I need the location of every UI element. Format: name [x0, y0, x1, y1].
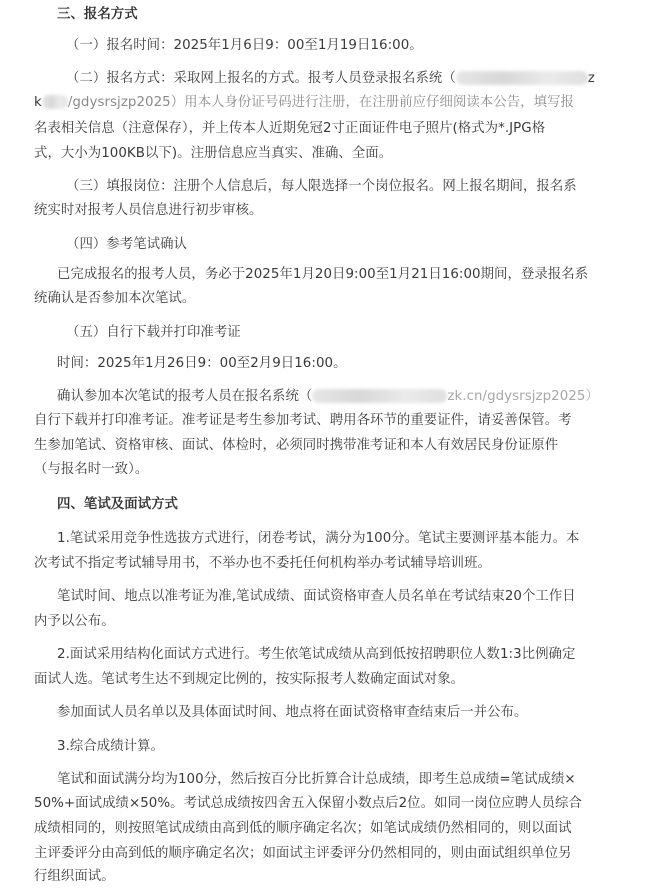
section-heading-exam-methods: 四、笔试及面试方式: [57, 497, 178, 512]
paragraph-ticket-line-1: [57, 386, 599, 408]
paragraph-interview-line-1: 2.面试采用结构化面试方式进行。考生依笔试成绩从高到低按招聘职位人数1:3比例确定: [57, 647, 576, 662]
paragraph-confirmation-line-2: 统确认是否参加本次笔试。: [34, 291, 196, 306]
paragraph-score-line-2: 50%+面试成绩×50%。考试总成绩按四舍五入保留小数点后2位。如同一岗位应聘人员综合: [34, 796, 582, 811]
redacted-url-blur: [312, 389, 447, 403]
paragraph-registration-method-line-1: [66, 68, 595, 90]
paragraph-registration-time: （一）报名时间：2025年1月6日9：00至1月19日16:00。: [66, 38, 423, 53]
paragraph-registration-method-line-3: 名表相关信息（注意保存），并上传本人近期免冠2寸正面证件电子照片(格式为*.JPG格: [34, 121, 546, 136]
text-segment: z: [587, 71, 595, 86]
paragraph-score-line-1: 笔试和面试满分均为100分，然后按百分比折算合计总成绩，即考生总成绩=笔试成绩×: [57, 772, 576, 787]
paragraph-interview-line-2: 面试人选。笔试考生达不到规定比例的，按实际报考人数确定面试对象。: [34, 672, 465, 687]
text-segment: （二）报名方式：采取网上报名的方式。报考人员登录报名系统（: [66, 71, 456, 86]
text-segment: zk.cn/gdysrsjzp2025）: [447, 389, 599, 404]
paragraph-written-exam-line-1: 1.笔试采用竞争性选拔方式进行，闭卷考试，满分为100分。笔试主要测评基本能力。本: [57, 531, 580, 546]
paragraph-position-line-1: （三）填报岗位：注册个人信息后，每人限选择一个岗位报名。网上报名期间，报名系: [66, 179, 577, 194]
subheading-admission-ticket: （五）自行下载并打印准考证: [66, 325, 241, 340]
paragraph-exam-schedule-line-1: 笔试时间、地点以准考证为准,笔试成绩、面试资格审查人员名单在考试结束20个工作日: [57, 589, 576, 604]
paragraph-ticket-line-4: （与报名时一致）。: [34, 462, 149, 477]
text-segment: k: [34, 95, 42, 110]
paragraph-score-calculation-title: 3.综合成绩计算。: [57, 739, 164, 754]
paragraph-interview-announcement: 参加面试人员名单以及具体面试时间、地点将在面试资格审查结束后一并公布。: [57, 705, 528, 720]
paragraph-score-line-4: 主评委评分由高到低的顺序确定名次；如面试主评委评分仍然相同的，则由面试组织单位另: [34, 846, 572, 861]
paragraph-ticket-time: 时间：2025年1月26日9：00至2月9日16:00。: [57, 356, 347, 371]
paragraph-ticket-line-2: 自行下载并打印准考证。准考证是考生参加考试、聘用各环节的重要证件，请妥善保管。考: [34, 413, 572, 428]
redacted-url-blur: [456, 71, 588, 85]
paragraph-score-line-3: 成绩相同的，则按照笔试成绩由高到低的顺序确定名次；如笔试成绩仍然相同的，则以面试: [34, 821, 572, 836]
subheading-exam-confirmation: （四）参考笔试确认: [66, 237, 187, 252]
paragraph-confirmation-line-1: 已完成报名的报考人员，务必于2025年1月20日9:00至1月21日16:00期间，登录报名系: [57, 267, 589, 282]
paragraph-registration-method-line-4: 式，大小为100KB以下)。注册信息应当真实、准确、全面。: [34, 146, 393, 161]
text-segment: /gdysrsjzp2025）用本人身份证号码进行注册，在注册前应仔细阅读本公告，填写报: [67, 95, 574, 110]
redacted-url-blur: [42, 95, 68, 109]
paragraph-ticket-line-3: 生参加笔试、资格审核、面试、体检时，必须同时携带准考证和本人有效居民身份证原件: [34, 438, 559, 453]
paragraph-score-line-5: 行组织面试。: [34, 869, 115, 884]
paragraph-position-line-2: 统实时对报考人员信息进行初步审核。: [34, 203, 263, 218]
text-segment: 确认参加本次笔试的报考人员在报名系统（: [57, 389, 313, 404]
section-heading-registration: 三、报名方式: [57, 7, 138, 22]
paragraph-registration-method-line-2: [34, 92, 574, 114]
paragraph-exam-schedule-line-2: 内予以公布。: [34, 614, 115, 629]
paragraph-written-exam-line-2: 次考试不指定考试辅导用书，不举办也不委托任何机构举办考试辅导培训班。: [34, 556, 491, 571]
